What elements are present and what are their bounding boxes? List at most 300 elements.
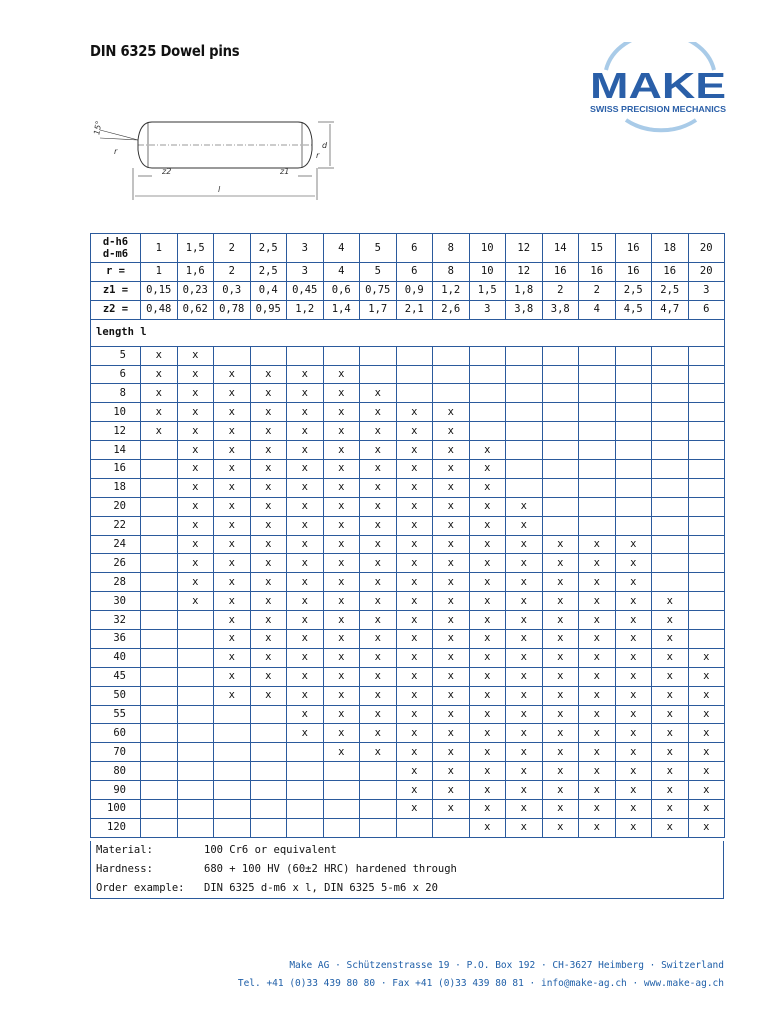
length-row bbox=[91, 781, 725, 800]
z2-cell: 4,7 bbox=[652, 300, 689, 319]
availability-cell bbox=[214, 818, 251, 837]
availability-cell: x bbox=[177, 403, 214, 422]
availability-cell: x bbox=[177, 384, 214, 403]
availability-cell: x bbox=[287, 611, 324, 630]
diameter-cell: 20 bbox=[688, 234, 725, 263]
availability-cell: x bbox=[652, 762, 689, 781]
availability-cell bbox=[506, 441, 543, 460]
availability-cell bbox=[579, 516, 616, 535]
availability-cell: x bbox=[506, 573, 543, 592]
r-right-label: r bbox=[316, 151, 320, 160]
availability-cell: x bbox=[287, 686, 324, 705]
availability-cell: x bbox=[469, 800, 506, 819]
availability-cell: x bbox=[214, 686, 251, 705]
availability-cell bbox=[615, 384, 652, 403]
availability-cell bbox=[652, 346, 689, 365]
r-cell: 8 bbox=[433, 263, 470, 282]
availability-cell: x bbox=[579, 743, 616, 762]
availability-cell: x bbox=[323, 592, 360, 611]
r-label: r = bbox=[91, 263, 141, 282]
availability-cell bbox=[688, 554, 725, 573]
z1-cell: 0,45 bbox=[287, 281, 324, 300]
diameter-cell: 3 bbox=[287, 234, 324, 263]
availability-cell: x bbox=[214, 535, 251, 554]
z2-cell: 3,8 bbox=[506, 300, 543, 319]
availability-cell: x bbox=[396, 630, 433, 649]
availability-cell bbox=[177, 762, 214, 781]
length-value: 100 bbox=[91, 800, 141, 819]
z1-cell: 0,6 bbox=[323, 281, 360, 300]
diameter-cell: 2,5 bbox=[250, 234, 287, 263]
length-value: 36 bbox=[91, 630, 141, 649]
availability-cell: x bbox=[287, 705, 324, 724]
availability-cell bbox=[542, 422, 579, 441]
r-cell: 16 bbox=[579, 263, 616, 282]
dh6-label: d-h6 bbox=[102, 236, 129, 248]
d-label: d bbox=[322, 141, 328, 150]
z1-cell: 0,4 bbox=[250, 281, 287, 300]
length-row bbox=[91, 592, 725, 611]
availability-cell bbox=[469, 403, 506, 422]
availability-cell: x bbox=[250, 422, 287, 441]
availability-cell bbox=[469, 346, 506, 365]
availability-cell: x bbox=[579, 611, 616, 630]
z2-cell: 1,2 bbox=[287, 300, 324, 319]
availability-cell bbox=[652, 422, 689, 441]
availability-cell bbox=[579, 422, 616, 441]
availability-cell bbox=[506, 365, 543, 384]
availability-cell bbox=[360, 365, 397, 384]
r-cell: 1 bbox=[141, 263, 178, 282]
availability-cell: x bbox=[177, 422, 214, 441]
length-row bbox=[91, 648, 725, 667]
availability-cell: x bbox=[323, 743, 360, 762]
length-value: 24 bbox=[91, 535, 141, 554]
availability-cell: x bbox=[141, 346, 178, 365]
notes-box bbox=[90, 841, 724, 899]
availability-cell: x bbox=[360, 724, 397, 743]
availability-cell: x bbox=[177, 573, 214, 592]
availability-cell: x bbox=[323, 667, 360, 686]
availability-cell: x bbox=[469, 441, 506, 460]
z2-cell: 0,78 bbox=[214, 300, 251, 319]
availability-cell: x bbox=[433, 497, 470, 516]
z1-cell: 1,2 bbox=[433, 281, 470, 300]
r-cell: 10 bbox=[469, 263, 506, 282]
availability-cell: x bbox=[433, 630, 470, 649]
availability-cell: x bbox=[323, 630, 360, 649]
availability-cell: x bbox=[688, 800, 725, 819]
availability-cell: x bbox=[360, 554, 397, 573]
r-cell: 4 bbox=[323, 263, 360, 282]
availability-cell: x bbox=[542, 743, 579, 762]
availability-cell: x bbox=[396, 497, 433, 516]
availability-cell: x bbox=[214, 592, 251, 611]
availability-cell: x bbox=[287, 478, 324, 497]
availability-cell: x bbox=[214, 441, 251, 460]
availability-cell: x bbox=[323, 611, 360, 630]
availability-cell: x bbox=[360, 535, 397, 554]
availability-cell: x bbox=[287, 554, 324, 573]
availability-cell bbox=[141, 800, 178, 819]
availability-cell: x bbox=[214, 611, 251, 630]
availability-cell: x bbox=[542, 592, 579, 611]
availability-cell bbox=[469, 365, 506, 384]
availability-cell: x bbox=[396, 705, 433, 724]
availability-cell: x bbox=[360, 686, 397, 705]
availability-cell: x bbox=[579, 818, 616, 837]
diameter-cell: 6 bbox=[396, 234, 433, 263]
availability-cell bbox=[214, 705, 251, 724]
availability-cell: x bbox=[615, 611, 652, 630]
availability-cell: x bbox=[287, 403, 324, 422]
make-logo bbox=[586, 42, 731, 137]
length-value: 12 bbox=[91, 422, 141, 441]
diameter-cell: 15 bbox=[579, 234, 616, 263]
availability-cell bbox=[287, 800, 324, 819]
availability-cell bbox=[652, 460, 689, 479]
availability-cell: x bbox=[469, 667, 506, 686]
length-value: 120 bbox=[91, 818, 141, 837]
diameter-cell: 10 bbox=[469, 234, 506, 263]
availability-cell: x bbox=[250, 384, 287, 403]
z2-cell: 2,1 bbox=[396, 300, 433, 319]
availability-cell bbox=[177, 630, 214, 649]
availability-cell: x bbox=[433, 460, 470, 479]
availability-cell: x bbox=[542, 573, 579, 592]
footer-address: Make AG · Schützenstrasse 19 · P.O. Box 192 · CH-3627 Heimberg · Switzerland bbox=[289, 960, 724, 971]
availability-cell: x bbox=[360, 611, 397, 630]
length-row bbox=[91, 384, 725, 403]
diameter-cell: 8 bbox=[433, 234, 470, 263]
z2-cell: 4 bbox=[579, 300, 616, 319]
availability-cell: x bbox=[396, 478, 433, 497]
availability-cell: x bbox=[323, 497, 360, 516]
length-value: 40 bbox=[91, 648, 141, 667]
r-row bbox=[91, 263, 725, 282]
length-value: 45 bbox=[91, 667, 141, 686]
availability-cell bbox=[506, 460, 543, 479]
availability-cell bbox=[141, 611, 178, 630]
availability-cell: x bbox=[652, 818, 689, 837]
availability-cell bbox=[214, 743, 251, 762]
r-cell: 16 bbox=[615, 263, 652, 282]
availability-cell: x bbox=[250, 535, 287, 554]
logo-name: MAKE bbox=[590, 65, 726, 106]
availability-cell: x bbox=[615, 781, 652, 800]
availability-cell: x bbox=[433, 648, 470, 667]
availability-cell bbox=[506, 403, 543, 422]
availability-cell: x bbox=[214, 384, 251, 403]
availability-cell: x bbox=[177, 516, 214, 535]
length-label: length l bbox=[91, 319, 725, 346]
availability-cell bbox=[250, 781, 287, 800]
availability-cell: x bbox=[433, 743, 470, 762]
availability-cell: x bbox=[323, 516, 360, 535]
length-value: 70 bbox=[91, 743, 141, 762]
length-row bbox=[91, 762, 725, 781]
availability-cell bbox=[214, 724, 251, 743]
availability-cell bbox=[360, 346, 397, 365]
availability-cell: x bbox=[469, 535, 506, 554]
availability-cell bbox=[396, 818, 433, 837]
availability-cell: x bbox=[214, 460, 251, 479]
availability-cell: x bbox=[469, 818, 506, 837]
availability-cell bbox=[250, 724, 287, 743]
availability-cell: x bbox=[688, 743, 725, 762]
availability-cell: x bbox=[396, 592, 433, 611]
availability-cell: x bbox=[214, 478, 251, 497]
availability-cell: x bbox=[469, 573, 506, 592]
availability-cell bbox=[688, 403, 725, 422]
availability-cell bbox=[287, 762, 324, 781]
availability-cell: x bbox=[688, 781, 725, 800]
availability-cell: x bbox=[287, 592, 324, 611]
length-value: 8 bbox=[91, 384, 141, 403]
availability-cell: x bbox=[287, 384, 324, 403]
availability-cell bbox=[177, 648, 214, 667]
availability-cell: x bbox=[506, 800, 543, 819]
availability-cell bbox=[688, 422, 725, 441]
availability-cell bbox=[177, 611, 214, 630]
availability-cell: x bbox=[396, 724, 433, 743]
availability-cell: x bbox=[396, 648, 433, 667]
availability-cell: x bbox=[287, 667, 324, 686]
availability-cell bbox=[141, 630, 178, 649]
availability-cell bbox=[141, 686, 178, 705]
availability-cell bbox=[579, 403, 616, 422]
availability-cell: x bbox=[323, 535, 360, 554]
z1-cell: 0,3 bbox=[214, 281, 251, 300]
availability-cell: x bbox=[506, 724, 543, 743]
note-value: 680 + 100 HV (60±2 HRC) hardened through bbox=[204, 863, 457, 875]
availability-cell: x bbox=[652, 686, 689, 705]
availability-cell: x bbox=[615, 724, 652, 743]
availability-cell: x bbox=[652, 592, 689, 611]
availability-cell: x bbox=[542, 818, 579, 837]
availability-cell: x bbox=[214, 516, 251, 535]
availability-cell: x bbox=[433, 422, 470, 441]
availability-cell: x bbox=[433, 592, 470, 611]
availability-cell: x bbox=[250, 365, 287, 384]
availability-cell: x bbox=[688, 705, 725, 724]
availability-cell: x bbox=[250, 554, 287, 573]
availability-cell bbox=[688, 516, 725, 535]
availability-cell bbox=[688, 630, 725, 649]
availability-cell bbox=[141, 460, 178, 479]
length-row bbox=[91, 667, 725, 686]
note-value: 100 Cr6 or equivalent bbox=[204, 844, 337, 856]
availability-cell: x bbox=[360, 422, 397, 441]
availability-cell: x bbox=[287, 724, 324, 743]
logo-tagline: SWISS PRECISION MECHANICS bbox=[590, 105, 727, 114]
availability-cell bbox=[141, 478, 178, 497]
availability-cell: x bbox=[323, 478, 360, 497]
availability-cell: x bbox=[250, 667, 287, 686]
availability-cell: x bbox=[323, 422, 360, 441]
availability-cell bbox=[323, 818, 360, 837]
availability-cell: x bbox=[250, 648, 287, 667]
availability-cell: x bbox=[323, 403, 360, 422]
availability-cell bbox=[141, 667, 178, 686]
z2-cell: 3,8 bbox=[542, 300, 579, 319]
availability-cell: x bbox=[688, 762, 725, 781]
availability-cell: x bbox=[433, 441, 470, 460]
availability-cell bbox=[141, 818, 178, 837]
availability-cell: x bbox=[396, 686, 433, 705]
availability-cell bbox=[141, 516, 178, 535]
availability-cell bbox=[177, 686, 214, 705]
z1-label: z1 = bbox=[91, 281, 141, 300]
availability-cell: x bbox=[579, 592, 616, 611]
availability-cell bbox=[141, 573, 178, 592]
availability-cell: x bbox=[615, 818, 652, 837]
availability-cell bbox=[360, 762, 397, 781]
z1-cell: 1,5 bbox=[469, 281, 506, 300]
availability-cell bbox=[250, 800, 287, 819]
z1-cell: 0,15 bbox=[141, 281, 178, 300]
availability-cell bbox=[433, 818, 470, 837]
availability-cell bbox=[177, 818, 214, 837]
availability-cell bbox=[579, 478, 616, 497]
diameter-row bbox=[91, 234, 725, 263]
availability-cell bbox=[141, 762, 178, 781]
availability-cell bbox=[323, 346, 360, 365]
availability-cell: x bbox=[396, 516, 433, 535]
availability-cell: x bbox=[579, 781, 616, 800]
availability-cell: x bbox=[177, 365, 214, 384]
length-row bbox=[91, 743, 725, 762]
availability-cell: x bbox=[469, 611, 506, 630]
z1-cell: 0,23 bbox=[177, 281, 214, 300]
availability-cell bbox=[287, 818, 324, 837]
availability-cell: x bbox=[323, 724, 360, 743]
length-value: 14 bbox=[91, 441, 141, 460]
availability-cell bbox=[433, 346, 470, 365]
availability-cell: x bbox=[579, 554, 616, 573]
availability-cell bbox=[506, 478, 543, 497]
availability-cell bbox=[652, 554, 689, 573]
availability-cell: x bbox=[396, 535, 433, 554]
r-cell: 1,6 bbox=[177, 263, 214, 282]
r-left-label: r bbox=[114, 147, 118, 156]
availability-cell: x bbox=[542, 630, 579, 649]
availability-cell: x bbox=[506, 686, 543, 705]
availability-cell bbox=[615, 460, 652, 479]
z2-cell: 1,7 bbox=[360, 300, 397, 319]
availability-cell: x bbox=[250, 478, 287, 497]
availability-cell: x bbox=[433, 535, 470, 554]
length-value: 5 bbox=[91, 346, 141, 365]
availability-cell: x bbox=[506, 762, 543, 781]
logo-ring-bottom bbox=[626, 120, 696, 130]
availability-cell: x bbox=[615, 743, 652, 762]
availability-cell: x bbox=[469, 781, 506, 800]
availability-cell bbox=[323, 800, 360, 819]
availability-cell: x bbox=[469, 630, 506, 649]
availability-cell: x bbox=[287, 535, 324, 554]
diameter-cell: 1 bbox=[141, 234, 178, 263]
availability-cell bbox=[250, 743, 287, 762]
availability-cell: x bbox=[506, 611, 543, 630]
availability-cell: x bbox=[360, 573, 397, 592]
availability-cell bbox=[469, 422, 506, 441]
availability-cell: x bbox=[250, 592, 287, 611]
availability-cell: x bbox=[433, 800, 470, 819]
r-cell: 5 bbox=[360, 263, 397, 282]
availability-cell: x bbox=[542, 554, 579, 573]
diameter-cell: 14 bbox=[542, 234, 579, 263]
availability-cell: x bbox=[396, 762, 433, 781]
availability-cell: x bbox=[469, 743, 506, 762]
availability-cell: x bbox=[579, 573, 616, 592]
availability-cell bbox=[287, 346, 324, 365]
availability-cell bbox=[177, 705, 214, 724]
availability-cell: x bbox=[250, 497, 287, 516]
availability-cell: x bbox=[469, 478, 506, 497]
length-value: 28 bbox=[91, 573, 141, 592]
diameter-cell: 5 bbox=[360, 234, 397, 263]
availability-cell: x bbox=[287, 441, 324, 460]
availability-cell bbox=[615, 365, 652, 384]
availability-cell: x bbox=[360, 497, 397, 516]
availability-cell: x bbox=[652, 611, 689, 630]
availability-cell bbox=[579, 365, 616, 384]
availability-cell: x bbox=[615, 648, 652, 667]
diameter-cell: 12 bbox=[506, 234, 543, 263]
availability-cell: x bbox=[506, 497, 543, 516]
availability-cell: x bbox=[177, 478, 214, 497]
length-row bbox=[91, 516, 725, 535]
availability-cell bbox=[688, 441, 725, 460]
availability-cell: x bbox=[469, 516, 506, 535]
availability-cell: x bbox=[579, 724, 616, 743]
availability-cell: x bbox=[688, 648, 725, 667]
availability-cell: x bbox=[396, 554, 433, 573]
z1-cell: 0,75 bbox=[360, 281, 397, 300]
footer-contact: Tel. +41 (0)33 439 80 80 · Fax +41 (0)33 439 80 81 · info@make-ag.ch · www.make-ag.ch bbox=[237, 978, 724, 989]
availability-cell: x bbox=[360, 705, 397, 724]
availability-cell: x bbox=[506, 705, 543, 724]
availability-cell bbox=[542, 497, 579, 516]
availability-cell: x bbox=[287, 573, 324, 592]
length-value: 32 bbox=[91, 611, 141, 630]
z2-cell: 0,62 bbox=[177, 300, 214, 319]
r-cell: 16 bbox=[542, 263, 579, 282]
availability-cell: x bbox=[214, 573, 251, 592]
availability-cell: x bbox=[287, 497, 324, 516]
note-value: DIN 6325 d-m6 x l, DIN 6325 5-m6 x 20 bbox=[204, 882, 438, 894]
page-title: DIN 6325 Dowel pins bbox=[90, 42, 240, 60]
availability-cell: x bbox=[579, 630, 616, 649]
availability-cell: x bbox=[396, 743, 433, 762]
availability-cell: x bbox=[323, 441, 360, 460]
availability-cell bbox=[579, 346, 616, 365]
length-row bbox=[91, 630, 725, 649]
availability-cell bbox=[615, 422, 652, 441]
length-value: 30 bbox=[91, 592, 141, 611]
diameter-cell: 2 bbox=[214, 234, 251, 263]
availability-cell bbox=[214, 346, 251, 365]
r-cell: 20 bbox=[688, 263, 725, 282]
availability-cell: x bbox=[214, 630, 251, 649]
availability-cell: x bbox=[396, 611, 433, 630]
availability-cell: x bbox=[652, 648, 689, 667]
availability-cell: x bbox=[323, 648, 360, 667]
availability-cell bbox=[652, 497, 689, 516]
availability-cell bbox=[469, 384, 506, 403]
length-value: 16 bbox=[91, 460, 141, 479]
